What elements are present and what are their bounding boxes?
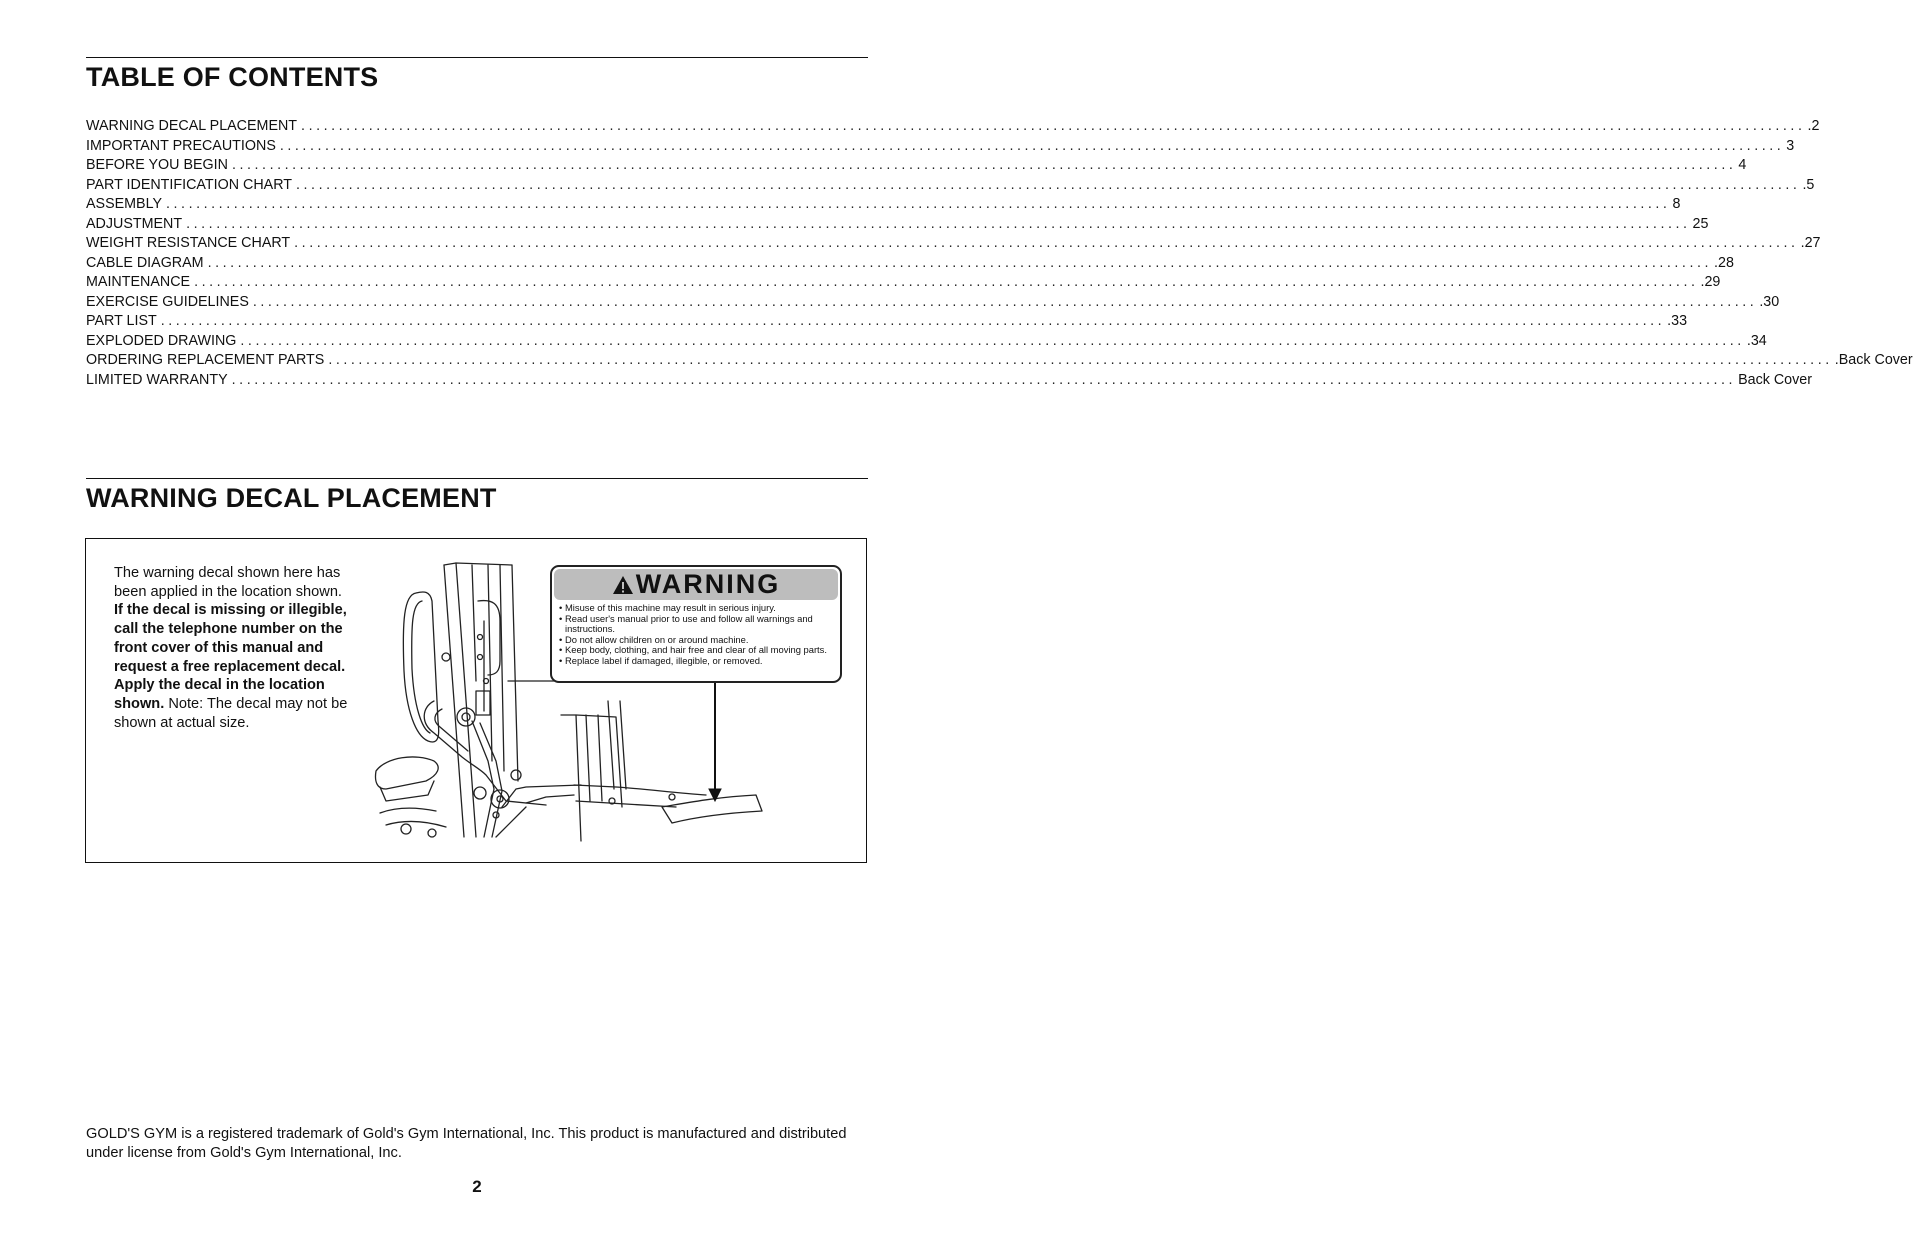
warning-label-list [552,603,840,667]
toc-dot-leader: ........................................................................................................................................................................................................ [166,196,1671,212]
toc-entry [86,332,1767,352]
warning-item: • Do not allow children on or around machine. [559,635,834,646]
toc-entry-label: ASSEMBLY [86,196,163,212]
toc-dot-leader: ........................................................................................................................................................................................................ [328,352,1833,368]
toc-top-rule [86,57,868,58]
decal-intro-text: The warning decal shown here has been applied in the location shown. [114,565,342,600]
toc-entry [86,176,1815,196]
toc-dot-leader: ........................................................................................................................................................................................................ [186,215,1691,232]
warning-label-header [554,569,838,600]
toc-dot-leader: ........................................................................................................................................................................................................ [194,274,1699,290]
toc-entry [86,351,1913,371]
toc-entry-page: 4 [1738,157,1747,173]
decal-bold-text: If the decal is missing or illegible, call the telephone number on the front cover of this manual and request a free replacement decal. Apply the decal in the location shown. [114,602,347,712]
toc-entry [86,371,1812,391]
toc-entry-page: .27 [1800,235,1821,251]
toc-entry-label: MAINTENANCE [86,274,191,290]
toc-dot-leader: ........................................................................................................................................................................................................ [294,235,1799,251]
toc-entry-page: .5 [1802,176,1815,193]
toc-dot-leader: ........................................................................................................................................................................................................ [279,137,1785,154]
toc-entry-page: .30 [1759,293,1780,310]
toc-entry [86,117,1820,137]
toc-entry [86,273,1721,293]
toc-entry-page: .28 [1714,254,1734,271]
page-number: 2 [472,1177,482,1196]
warning-label-title: WARNING [635,569,781,599]
toc-entry-page: .33 [1667,313,1688,329]
toc-entry-label: ADJUSTMENT [86,215,183,232]
toc-entry-label: IMPORTANT PRECAUTIONS [86,137,276,154]
toc-entry-label: EXPLODED DRAWING [86,332,237,349]
toc-entry-page: .34 [1746,332,1767,349]
toc-list [86,117,1913,390]
toc-entry [86,234,1821,254]
toc-dot-leader: ........................................................................................................................................................................................................ [301,118,1806,134]
trademark-notice: GOLD'S GYM is a registered trademark of Gold's Gym International, Inc. This product is manufactured and distributed under license from Gold's Gym International, Inc. [86,1126,847,1161]
toc-entry-label: ORDERING REPLACEMENT PARTS [86,352,325,368]
warning-item: • Misuse of this machine may result in serious injury. [559,603,834,614]
warning-item: • Replace label if damaged, illegible, or removed. [559,656,834,667]
toc-entry-label: WARNING DECAL PLACEMENT [86,118,298,134]
toc-entry-page: .Back Cover [1834,352,1913,368]
toc-entry-label: PART LIST [86,313,157,329]
toc-entry [86,195,1681,215]
toc-entry [86,312,1688,332]
warning-triangle-icon [612,575,634,595]
toc-dot-leader: ........................................................................................................................................................................................................ [296,176,1801,193]
toc-dot-leader: ........................................................................................................................................................................................................ [231,157,1737,173]
toc-dot-leader: ........................................................................................................................................................................................................ [207,254,1713,271]
toc-entry-page: Back Cover [1738,371,1812,388]
toc-entry-page: .29 [1700,274,1721,290]
toc-entry-label: PART IDENTIFICATION CHART [86,176,292,193]
warning-item: • Read user's manual prior to use and follow all warnings and instructions. [559,614,834,635]
toc-dot-leader: ........................................................................................................................................................................................................ [252,293,1758,310]
toc-entry [86,293,1780,313]
toc-entry-label: BEFORE YOU BEGIN [86,157,228,173]
warning-item: • Keep body, clothing, and hair free and clear of all moving parts. [559,645,834,656]
warning-label [550,565,842,683]
decal-instructions [114,564,350,732]
toc-entry [86,156,1747,176]
decal-note-text: Note: The decal may not be shown at actual size. [114,695,348,731]
toc-entry [86,137,1795,157]
toc-entry [86,254,1734,274]
toc-entry-label: WEIGHT RESISTANCE CHART [86,235,291,251]
toc-entry-page: 8 [1672,196,1681,212]
warning-top-rule [86,478,868,479]
toc-title: TABLE OF CONTENTS [86,62,379,92]
toc-entry-page: 3 [1786,137,1795,154]
warning-decal-box [85,538,867,863]
toc-entry-page: 25 [1692,215,1709,232]
toc-dot-leader: ........................................................................................................................................................................................................ [160,313,1666,329]
toc-entry-label: CABLE DIAGRAM [86,254,204,271]
toc-entry-page: .2 [1807,118,1820,134]
toc-entry-label: LIMITED WARRANTY [86,371,228,388]
toc-entry-label: EXERCISE GUIDELINES [86,293,249,310]
toc-dot-leader: ........................................................................................................................................................................................................ [231,371,1737,388]
toc-entry [86,215,1709,235]
toc-dot-leader: ........................................................................................................................................................................................................ [240,332,1745,349]
warning-section-title: WARNING DECAL PLACEMENT [86,483,497,513]
